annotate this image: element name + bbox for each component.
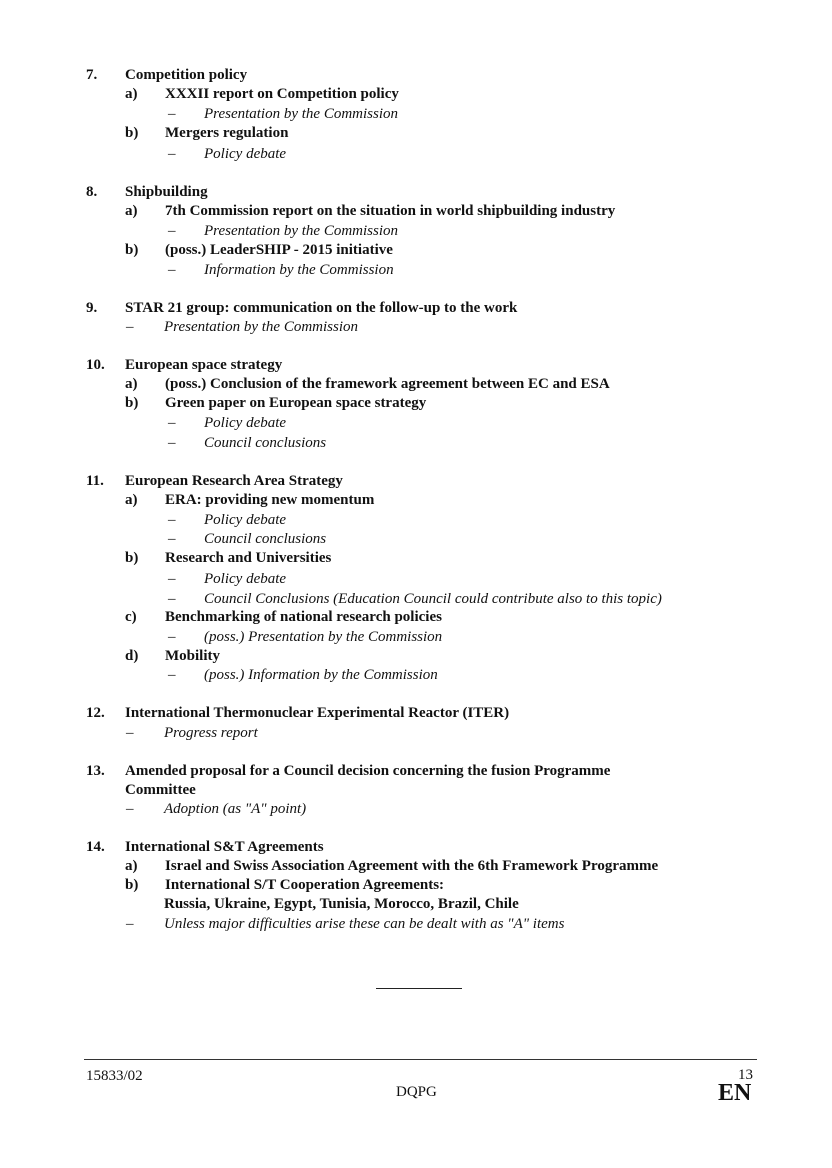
item-title: International S&T Agreements: [125, 839, 324, 855]
sub-label: b): [125, 242, 139, 258]
sub-label: b): [125, 877, 139, 893]
item-title: Amended proposal for a Council decision concerning the fusion Programme: [125, 763, 611, 779]
dash-bullet: –: [168, 415, 176, 431]
sub-title: (poss.) Conclusion of the framework agreement between EC and ESA: [165, 376, 610, 392]
note-text: Council Conclusions (Education Council could contribute also to this topic): [204, 591, 662, 607]
note-text: Policy debate: [204, 146, 287, 162]
note-text: Presentation by the Commission: [204, 106, 399, 122]
country-list: Russia, Ukraine, Egypt, Tunisia, Morocco, Brazil, Chile: [164, 896, 519, 912]
language-code: EN: [718, 1080, 752, 1106]
footer-rule: [84, 1059, 757, 1060]
item-number: 8.: [86, 184, 98, 200]
document-number: 15833/02: [86, 1068, 143, 1084]
sub-title: Benchmarking of national research policies: [165, 609, 442, 625]
note-text: Presentation by the Commission: [204, 223, 399, 239]
sub-label: b): [125, 550, 139, 566]
note-text: Information by the Commission: [204, 262, 394, 278]
item-number: 11.: [86, 473, 104, 489]
item-title-continued: Committee: [125, 782, 196, 798]
sub-title: 7th Commission report on the situation in world shipbuilding industry: [165, 203, 616, 219]
item-title: Shipbuilding: [125, 184, 208, 200]
sub-label: c): [125, 609, 137, 625]
sub-title: International S/T Cooperation Agreements:: [165, 877, 445, 893]
dash-bullet: –: [168, 667, 176, 683]
note-text: Policy debate: [204, 571, 287, 587]
dash-bullet: –: [168, 629, 176, 645]
dash-bullet: –: [168, 591, 176, 607]
dash-bullet: –: [168, 435, 176, 451]
sub-title: Research and Universities: [165, 550, 332, 566]
item-title: STAR 21 group: communication on the follow-up to the work: [125, 300, 518, 316]
note-text: Unless major difficulties arise these can be dealt with as "A" items: [164, 916, 565, 932]
sub-title: ERA: providing new momentum: [165, 492, 375, 508]
note-text: Council conclusions: [204, 435, 327, 451]
note-text: (poss.) Presentation by the Commission: [204, 629, 443, 645]
note-text: Policy debate: [204, 512, 287, 528]
item-title: European Research Area Strategy: [125, 473, 343, 489]
item-number: 14.: [86, 839, 105, 855]
dash-bullet: –: [126, 319, 134, 335]
dash-bullet: –: [126, 725, 134, 741]
page-number: 13: [738, 1067, 753, 1083]
sub-label: b): [125, 395, 139, 411]
item-number: 13.: [86, 763, 105, 779]
note-text: Policy debate: [204, 415, 287, 431]
sub-title: (poss.) LeaderSHIP - 2015 initiative: [165, 242, 393, 258]
dash-bullet: –: [168, 146, 176, 162]
sub-title: Mergers regulation: [165, 125, 289, 141]
dash-bullet: –: [126, 801, 134, 817]
note-text: (poss.) Information by the Commission: [204, 667, 438, 683]
sub-label: a): [125, 203, 138, 219]
sub-label: a): [125, 492, 138, 508]
sub-label: a): [125, 376, 138, 392]
note-text: Adoption (as "A" point): [164, 801, 307, 817]
end-separator-rule: [376, 988, 462, 989]
sub-label: a): [125, 86, 138, 102]
item-number: 12.: [86, 705, 105, 721]
dash-bullet: –: [168, 571, 176, 587]
note-text: Progress report: [164, 725, 258, 741]
dash-bullet: –: [168, 262, 176, 278]
sub-title: XXXII report on Competition policy: [165, 86, 399, 102]
dash-bullet: –: [168, 512, 176, 528]
sub-title: Green paper on European space strategy: [165, 395, 427, 411]
dash-bullet: –: [126, 916, 134, 932]
sub-label: b): [125, 125, 139, 141]
item-number: 7.: [86, 67, 98, 83]
item-number: 9.: [86, 300, 98, 316]
dash-bullet: –: [168, 223, 176, 239]
item-number: 10.: [86, 357, 105, 373]
item-title: Competition policy: [125, 67, 248, 83]
note-text: Presentation by the Commission: [164, 319, 359, 335]
item-title: European space strategy: [125, 357, 283, 373]
sub-label: d): [125, 648, 139, 664]
unit-code: DQPG: [396, 1084, 437, 1100]
sub-title: Israel and Swiss Association Agreement with the 6th Framework Programme: [165, 858, 659, 874]
sub-label: a): [125, 858, 138, 874]
dash-bullet: –: [168, 531, 176, 547]
dash-bullet: –: [168, 106, 176, 122]
note-text: Council conclusions: [204, 531, 327, 547]
sub-title: Mobility: [165, 648, 220, 664]
item-title: International Thermonuclear Experimental Reactor (ITER): [125, 705, 510, 721]
